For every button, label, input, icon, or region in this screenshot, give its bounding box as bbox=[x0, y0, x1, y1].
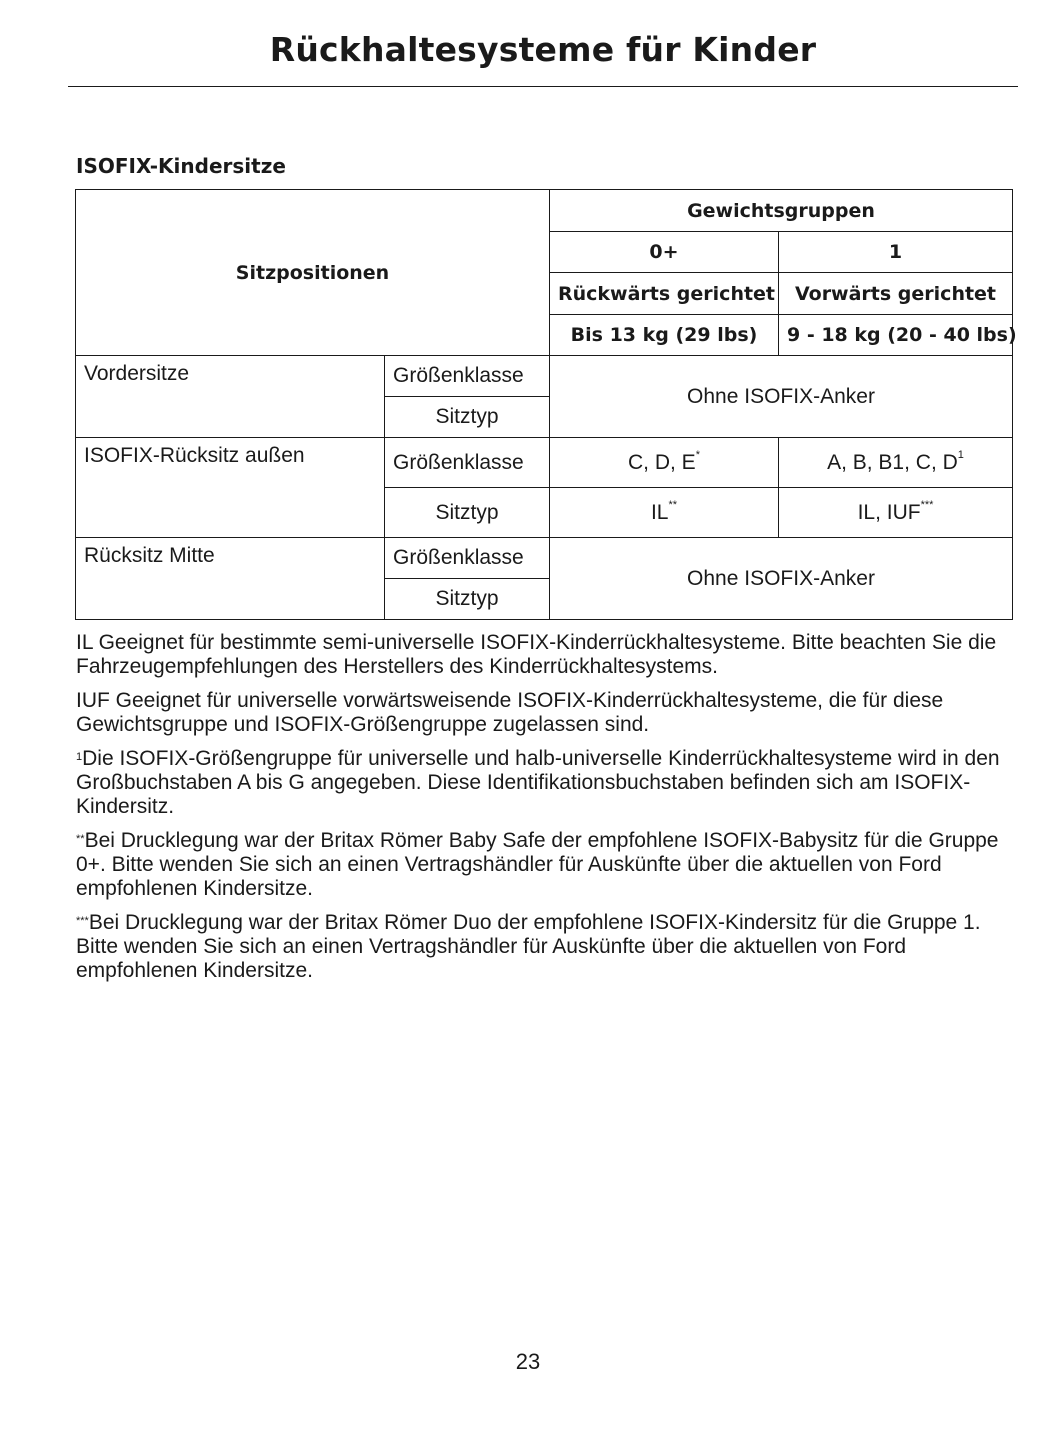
footnote-marker: *** bbox=[920, 498, 934, 511]
row-label-seat-type: Sitztyp bbox=[385, 397, 550, 438]
footnote-marker: 1 bbox=[76, 751, 83, 763]
footnote-marker: 1 bbox=[957, 448, 964, 461]
cell-no-isofix-rear-center: Ohne ISOFIX-Anker bbox=[550, 538, 1013, 620]
row-position-rear-outer: ISOFIX-Rücksitz außen bbox=[76, 438, 385, 538]
cell-value: A, B, B1, C, D bbox=[827, 450, 958, 474]
page-number: 23 bbox=[515, 1349, 541, 1374]
cell-no-isofix-front: Ohne ISOFIX-Anker bbox=[550, 356, 1013, 438]
footnote-marker: ** bbox=[76, 833, 85, 845]
footnote-marker: *** bbox=[76, 915, 89, 927]
note-il: IL Geeignet für bestimmte semi-universelle ISOFIX-Kinderrückhaltesysteme. Bitte beachten Sie die Fahrzeugempfehlungen des Herstellers des Kinderrückhaltesystems. bbox=[76, 631, 997, 678]
cell-size-class-0plus bbox=[550, 438, 779, 488]
header-direction-forward: Vorwärts gerichtet bbox=[779, 273, 1013, 315]
note-text: Bei Drucklegung war der Britax Römer Baby Safe der empfohlene ISOFIX-Babysitz für die Gruppe 0+. Bitte wenden Sie sich an einen Vertragshändler für Auskünfte über die aktuellen von Ford empfohlenen Kindersitze. bbox=[76, 829, 999, 900]
section-heading: ISOFIX-Kindersitze bbox=[76, 154, 286, 178]
note-iuf: IUF Geeignet für universelle vorwärtsweisende ISOFIX-Kinderrückhaltesysteme, die für diese Gewichtsgruppe und ISOFIX-Größengruppe zugelassen sind. bbox=[76, 689, 944, 736]
note-3 bbox=[76, 911, 1016, 983]
page-title: Rückhaltesysteme für Kinder bbox=[269, 30, 817, 69]
header-weight-range-0plus: Bis 13 kg (29 lbs) bbox=[550, 315, 779, 356]
header-seat-positions: Sitzpositionen bbox=[76, 190, 550, 356]
row-label-size-class: Größenklasse bbox=[385, 538, 550, 579]
row-label-size-class: Größenklasse bbox=[385, 438, 550, 488]
footnotes bbox=[76, 631, 1016, 993]
row-label-seat-type: Sitztyp bbox=[385, 579, 550, 620]
cell-size-class-1 bbox=[779, 438, 1013, 488]
footnote-marker: * bbox=[695, 448, 700, 461]
header-weight-range-1: 9 - 18 kg (20 - 40 lbs) bbox=[779, 315, 1013, 356]
cell-value: C, D, E bbox=[628, 450, 696, 474]
header-group-1: 1 bbox=[779, 232, 1013, 273]
cell-value: IL, IUF bbox=[857, 500, 921, 524]
row-position-front: Vordersitze bbox=[76, 356, 385, 438]
isofix-table bbox=[75, 189, 1017, 620]
header-group-0plus: 0+ bbox=[550, 232, 779, 273]
header-direction-rear: Rückwärts gerichtet bbox=[550, 273, 779, 315]
header-weight-groups: Gewichtsgruppen bbox=[550, 190, 1013, 232]
cell-value: IL bbox=[650, 500, 669, 524]
note-text: Die ISOFIX-Größengruppe für universelle und halb-universelle Kinderrückhaltesysteme wird in den Großbuchstaben A bis G angegeben. Diese Identifikationsbuchstaben befinden sich am ISOFIX-Kindersitz. bbox=[76, 747, 1000, 818]
note-text: Bei Drucklegung war der Britax Römer Duo der empfohlene ISOFIX-Kindersitz für die Gruppe 1. Bitte wenden Sie sich an einen Vertragshändler für Auskünfte über die aktuellen von Ford empfohlenen Kindersitze. bbox=[76, 911, 981, 982]
note-1 bbox=[76, 747, 1016, 819]
note-2 bbox=[76, 829, 1016, 901]
row-label-size-class: Größenklasse bbox=[385, 356, 550, 397]
row-label-seat-type: Sitztyp bbox=[385, 488, 550, 538]
cell-seat-type-0plus bbox=[550, 488, 779, 538]
cell-seat-type-1 bbox=[779, 488, 1013, 538]
footnote-marker: ** bbox=[668, 498, 678, 511]
row-position-rear-center: Rücksitz Mitte bbox=[76, 538, 385, 620]
title-divider bbox=[68, 86, 1018, 87]
